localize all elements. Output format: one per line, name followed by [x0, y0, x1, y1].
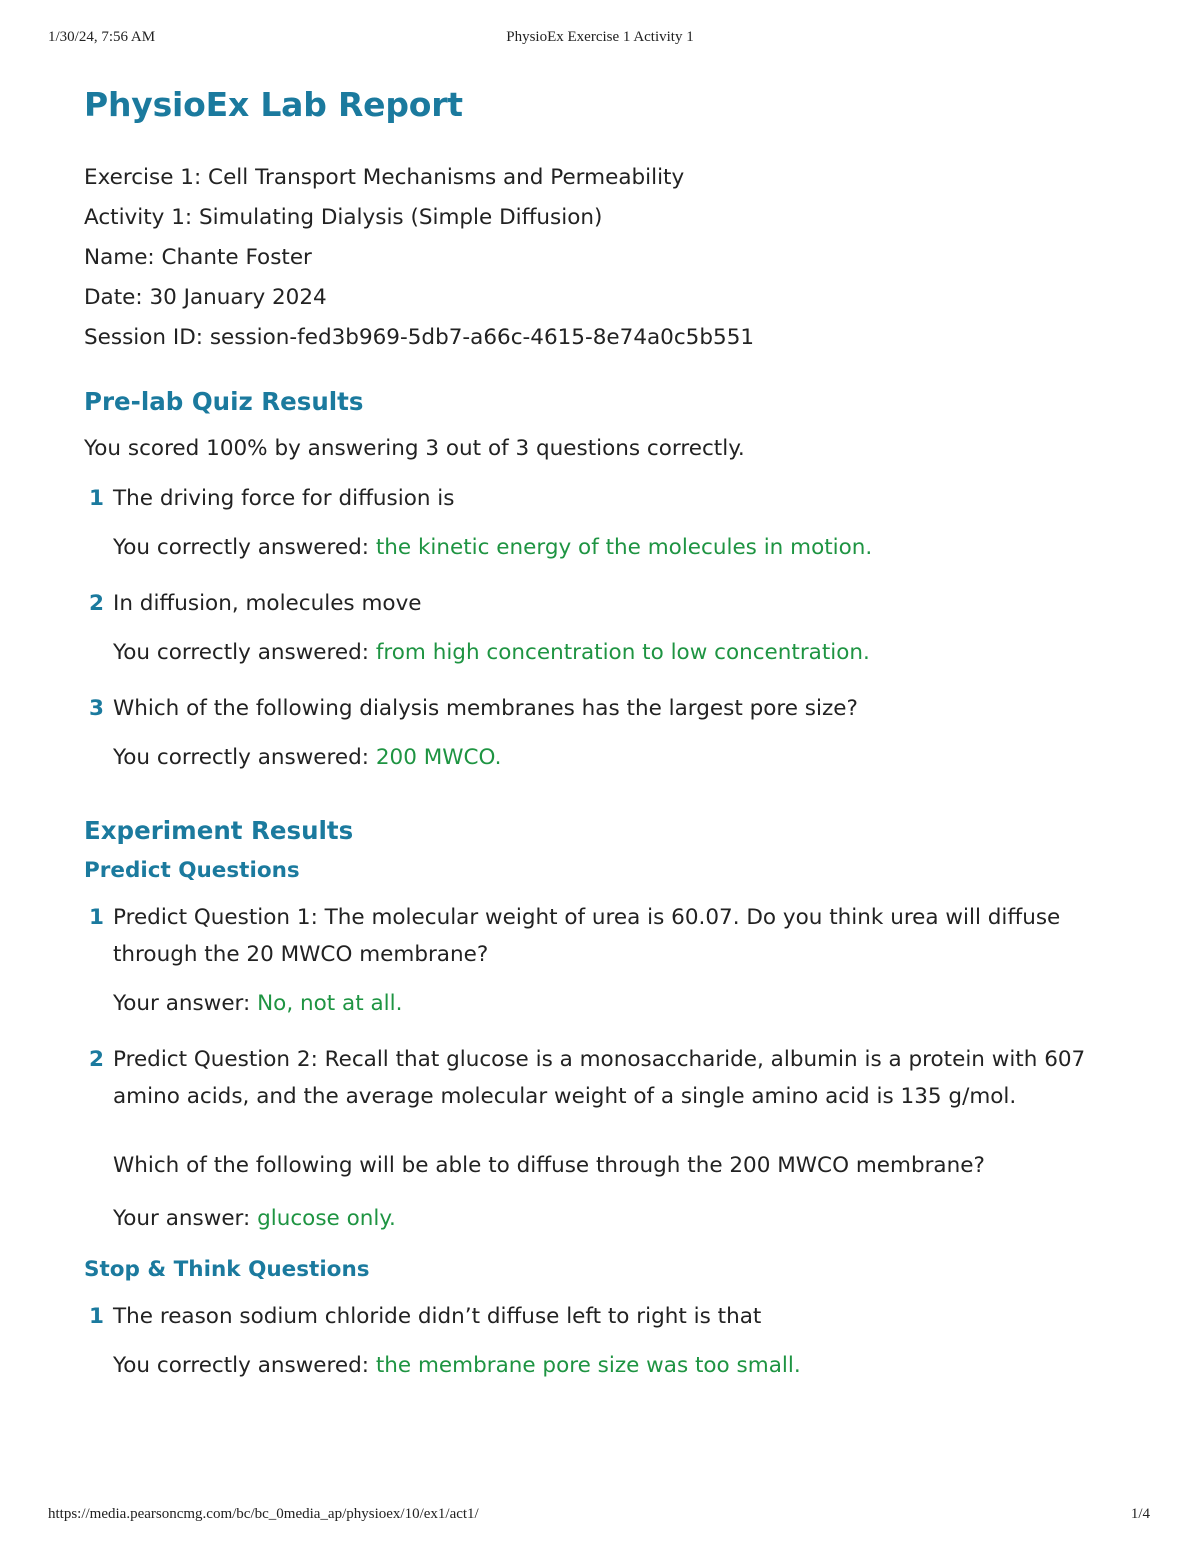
activity-line: Activity 1: Simulating Dialysis (Simple Diffusion) [84, 205, 603, 230]
prelab-score: You scored 100% by answering 3 out of 3 questions correctly. [84, 436, 745, 461]
student-name: Name: Chante Foster [84, 245, 312, 270]
question-number: 2 [89, 1047, 104, 1072]
question-answer [113, 531, 1124, 565]
question-text: Predict Question 2: Recall that glucose is a monosaccharide, albumin is a protein with 607 amino acids, and the average molecular weight of a single amino acid is 135 g/mol. [113, 1047, 1086, 1109]
question-number: 3 [89, 696, 104, 721]
print-footer-page-number: 1/4 [1130, 1506, 1150, 1522]
question-text: The driving force for diffusion is [113, 486, 455, 511]
print-header-title: PhysioEx Exercise 1 Activity 1 [506, 29, 694, 45]
lab-report [84, 82, 1124, 1383]
question-number: 2 [89, 591, 104, 616]
question-answer [113, 987, 1124, 1021]
answer-value: the membrane pore size was too small. [375, 1353, 801, 1378]
question-number: 1 [89, 486, 104, 511]
question-text: In diffusion, molecules move [113, 591, 422, 616]
answer-prefix: You correctly answered: [113, 535, 376, 560]
report-meta [84, 158, 1124, 358]
answer-prefix: You correctly answered: [113, 745, 376, 770]
question-number: 1 [89, 905, 104, 930]
prelab-question [84, 690, 1124, 775]
prelab-heading: Pre-lab Quiz Results [84, 387, 364, 416]
answer-value: No, not at all. [257, 991, 403, 1016]
answer-value: 200 MWCO. [375, 745, 502, 770]
session-id: Session ID: session-fed3b969-5db7-a66c-4615-8e74a0c5b551 [84, 325, 755, 350]
stop-think-question [84, 1298, 1124, 1383]
answer-prefix: You correctly answered: [113, 1353, 376, 1378]
answer-prefix: Your answer: [113, 991, 258, 1016]
exercise-line: Exercise 1: Cell Transport Mechanisms and Permeability [84, 165, 685, 190]
question-answer [113, 1202, 1124, 1236]
question-answer [113, 636, 1124, 670]
question-text: Which of the following dialysis membranes has the largest pore size? [113, 696, 858, 721]
question-text: Predict Question 1: The molecular weight of urea is 60.07. Do you think urea will diffuse through the 20 MWCO membrane? [113, 905, 1061, 967]
answer-value: the kinetic energy of the molecules in motion. [375, 535, 873, 560]
question-answer [113, 1349, 1124, 1383]
report-date: Date: 30 January 2024 [84, 285, 327, 310]
question-number: 1 [89, 1304, 104, 1329]
question-text: The reason sodium chloride didn’t diffuse left to right is that [113, 1304, 762, 1329]
print-header-date: 1/30/24, 7:56 AM [48, 29, 156, 45]
answer-value: glucose only. [257, 1206, 396, 1231]
predict-question [84, 1041, 1124, 1236]
experiment-heading: Experiment Results [84, 816, 354, 845]
print-footer-url: https://media.pearsoncmg.com/bc/bc_0media_ap/physioex/10/ex1/act1/ [48, 1506, 479, 1522]
answer-prefix: You correctly answered: [113, 640, 376, 665]
question-subtext: Which of the following will be able to diffuse through the 200 MWCO membrane? [113, 1153, 985, 1178]
predict-question [84, 899, 1124, 1021]
report-title: PhysioEx Lab Report [84, 85, 463, 124]
answer-prefix: Your answer: [113, 1206, 258, 1231]
question-answer [113, 741, 1124, 775]
prelab-question [84, 480, 1124, 565]
stop-think-heading: Stop & Think Questions [84, 1257, 370, 1282]
answer-value: from high concentration to low concentration. [375, 640, 870, 665]
predict-heading: Predict Questions [84, 858, 300, 883]
prelab-question [84, 585, 1124, 670]
